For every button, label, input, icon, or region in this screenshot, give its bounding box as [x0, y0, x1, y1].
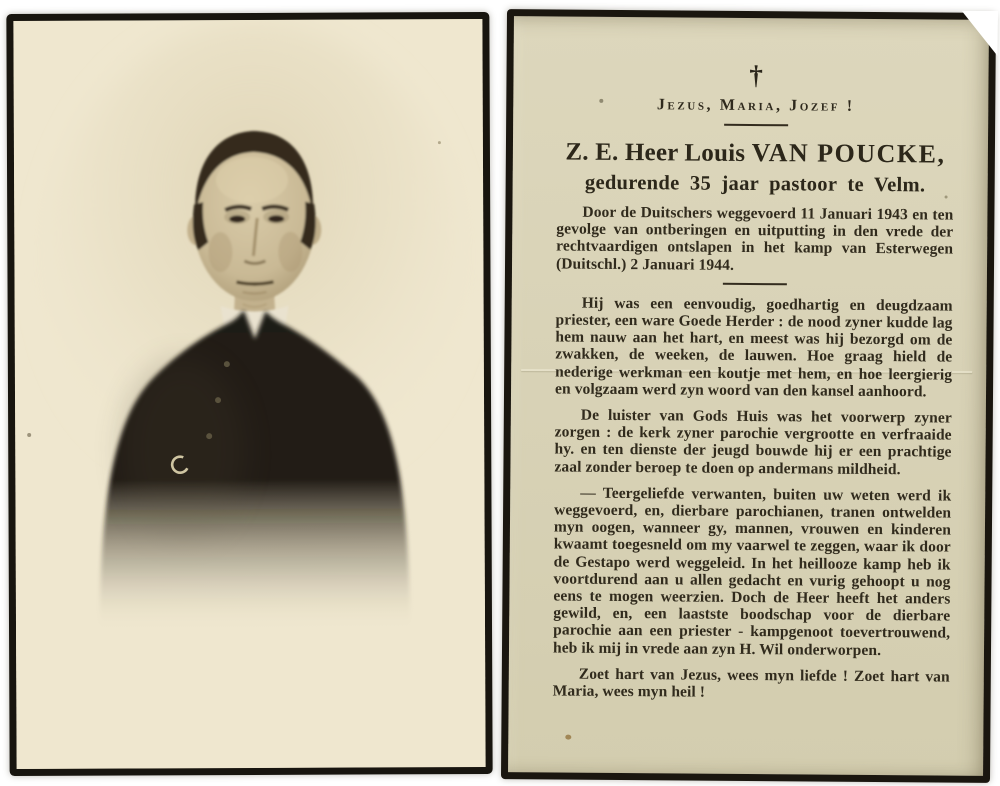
closing-prayer: Zoet hart van Jezus, wees myn liefde ! Zoet hart van Maria, wees myn heil !: [552, 665, 950, 701]
right-eye: [268, 215, 284, 222]
paper-speck: [565, 735, 571, 740]
title-surname: VAN POUCKE,: [751, 138, 946, 169]
invocation-line: Jezus, Maria, Jozef !: [656, 96, 855, 115]
church-works-paragraph: De luister van Gods Huis was het voorwerp zyner zorgen : de kerk zyner parochie vergrootte en verfraaide hy. en ten dienste der jeugd bouwde hij er een prachtige zaal zonder beroep te doen op andermans mildheid.: [554, 406, 952, 478]
pastor-tenure-subtitle: gedurende 35 jaar pastoor te Velm.: [584, 171, 926, 197]
photo-card-paper: [13, 19, 485, 769]
death-notice-paragraph: Door de Duitschers weggevoerd 11 Januari 1943 en ten gevolge van ontberingen en uitputting in den vrede der rechtvaardigen ontslapen in het kamp van Esterwegen (Duitschl.) 2 Januari 1944.: [555, 203, 954, 274]
divider-rule-top: [724, 124, 788, 127]
eulogy-paragraph: Hij was een eenvoudig, goedhartig en deugdzaam priester, een ware Goede Herder : de nood zyner kudde lag hem nauw aan het hart, en meest was hij bezorgd om de zwakken, de weeken, de lauwen. Hoe graag hield de nederige werkman een koutje met hem, en hoe leergierig en volgzaam werd zyn woord van den kansel aanhoord.: [554, 294, 953, 401]
photo-card: [6, 12, 492, 776]
memorial-text-block: [553, 60, 955, 711]
divider-rule-middle: [722, 283, 786, 286]
photo-bottom-fade: [15, 459, 485, 681]
memorial-card-paper: [508, 16, 989, 776]
paper-speck: [438, 141, 441, 144]
cross-icon: †: [749, 59, 763, 91]
paper-speck: [27, 433, 31, 437]
priest-portrait-photo: [13, 19, 485, 769]
title-honorific: Z. E. Heer Louis: [565, 138, 752, 168]
farewell-paragraph: — Teergeliefde verwanten, buiten uw weten werd ik weggevoerd, en, dierbare parochianen, tranen ontwelden myn oogen, wanneer gy, mannen, vrouwen en kinderen kwaamt toegesneld om my vaarwel te zeggen, waar ik door de Gestapo werd weggeleid. In het heillooze kamp heb ik voortdurend aan u allen gedacht en vurig gehoopt u nog eens te mogen weerzien. Doch de Heer heeft het anders gewild, en, een laastste boodschap voor de dierbare parochie aan een priester - kampgenoot toevertrouwend, heb ik mij in vrede aan zyn H. Wil onderworpen.: [552, 484, 952, 659]
deceased-name-title: [557, 136, 954, 170]
left-eye: [229, 215, 245, 222]
memorial-card: [501, 9, 996, 783]
